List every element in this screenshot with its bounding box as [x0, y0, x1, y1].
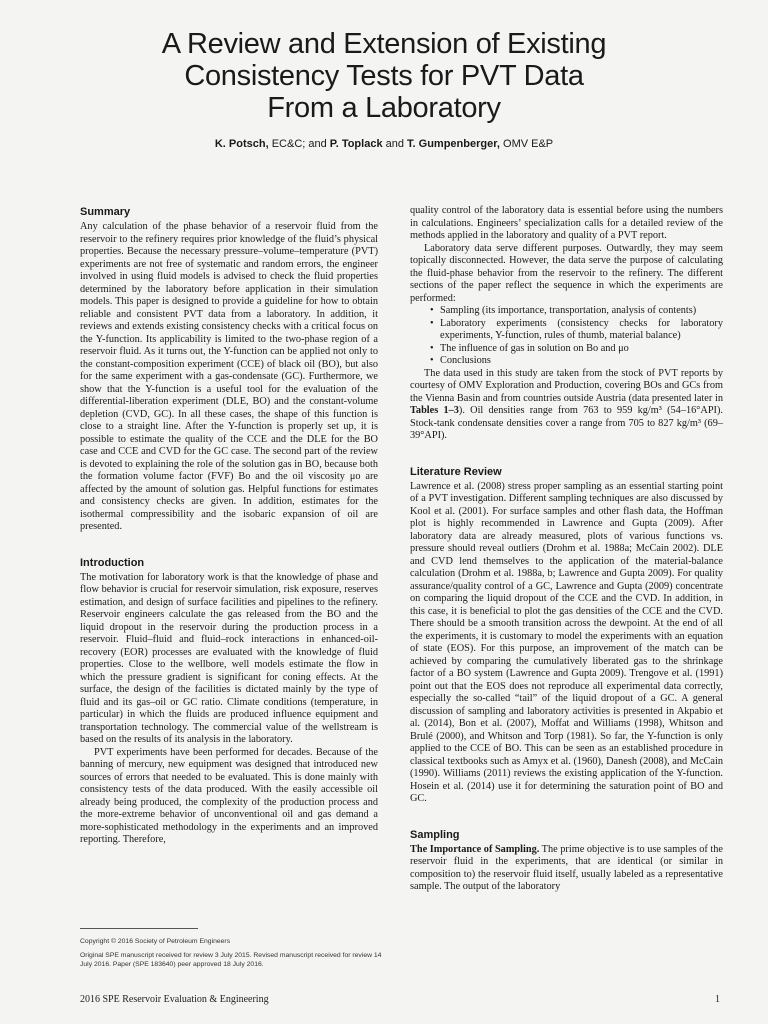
data-source-paragraph	[410, 368, 723, 443]
author-2-name: P. Toplack	[329, 138, 383, 150]
literature-paragraph: Lawrence et al. (2008) stress proper sampling as an essential starting point of a PVT investigation. Different sampling techniques are also discussed by Kool et al. (2001). For surface samples and other flash data, the Hoffman plot is highly recommended in Lawrence and Gupta (2009). After laboratory data are already measured, plots of various functions vs. pressure should reveal outliers (Drohm et al. 1988a; McCain 2002). DLE and CVD lend themselves to the application of the material-balance calculation (Drohm et al. 1988a, b; Lawrence and Gupta 2009). For quality assurance/quality control of a GC, Lawrence and Gupta (2009) concentrate on comparing the liquid dropout of the CCE and the CVD. In addition, in this case, it is beneficial to plot the gas densities of the CCE and the CVD. There should be a smooth transition across the dewpoint. At the end of all the experiments, it is customary to model the experiments with an equation of state (EOS). For this purpose, an improvement of the match can be achieved by comparing the cumulatively liberated gas to the shrinkage factor of a BO system (Lawrence and Gupta 2009). Trengove et al. (1991) point out that the EOS does not reproduce all experimental data correctly, especially the so-called “tail” of the liquid dropout of a GC. A general discussion of sampling and laboratory activities is presented in Akpabio et al. (2014), Bon et al. (2007), Moffat and Williams (1998), Whitson and Brulé (2000), and Whitson and Torp (1981). So far, the Y-function is only applied to the CCE of BO. This can be seen as an established procedure in classical textbooks such as Amyx et al. (1960), Danesh (2008), and McCain (1990). Williams (2011) reviews the existing application of the Y-function. Hosein et al. (2014) use it for determining the saturation point of BO and GC.	[410, 480, 723, 804]
summary-heading: Summary	[80, 206, 131, 218]
list-item: • Laboratory experiments (consistency checks for laboratory experiments, Y-function, rules of thumb, material balance)	[430, 318, 723, 343]
author-1-name: K. Potsch,	[214, 138, 269, 150]
list-item: • Sampling (its importance, transportation, analysis of contents)	[430, 305, 723, 318]
introduction-heading: Introduction	[80, 556, 145, 569]
intro-continued-paragraph: quality control of the laboratory data is essential before using the numbers in calculations. Engineers’ specialization calls for a detailed review of the methods applied in the laboratory and quality of a PVT report.	[410, 205, 723, 241]
list-item: • The influence of gas in solution on Bo and μo	[430, 343, 723, 356]
footnote-divider	[80, 928, 198, 929]
literature-heading: Literature Review	[410, 465, 502, 478]
sections-list	[410, 305, 723, 368]
title-line-2: Consistency Tests for PVT Data	[184, 60, 584, 92]
title-line-3: From a Laboratory	[267, 92, 501, 124]
footnotes	[80, 928, 385, 974]
right-column	[410, 205, 723, 894]
title-line-1: A Review and Extension of Existing	[161, 28, 607, 60]
author-3-name: T. Gumpenberger,	[407, 138, 500, 150]
paper-title	[40, 28, 728, 124]
manuscript-note: Original SPE manuscript received for review 3 July 2015. Revised manuscript received for review 14 July 2016. Paper (SPE 183640) peer approved 18 July 2016.	[80, 952, 382, 968]
author-conjunction: and	[382, 138, 408, 150]
tables-reference[interactable]: Tables 1–3	[410, 405, 459, 416]
introduction-paragraph-2: PVT experiments have been performed for decades. Because of the banning of mercury, new equipment was designed that introduced new sources of errors that needed to be evaluated. This is done mainly with consistency tests of the data produced. With the easily accessible oil already being produced, the complexity of the production process and the more-extreme behavior of unconventional oil and gas demand a more-sophisticated methodology in the experiments and an improved reporting. Therefore,	[80, 746, 378, 845]
purpose-paragraph: Laboratory data serve different purposes. Outwardly, they may seem topically disconnected. However, the data serve the purpose of calculating the fluid-phase behavior from the reservoir to the refinery. The different sections of the paper reflect the sequence in which the experiments are performed:	[410, 242, 723, 304]
sampling-text: The prime objective is to use samples of the reservoir fluid in the experiments, that are identical (or similar in composition to) the reservoir fluid itself, usually labeled as a representative sample. The output of the laboratory	[410, 843, 723, 892]
sampling-heading: Sampling	[410, 828, 460, 841]
data-source-text: The data used in this study are taken from the stock of PVT reports by courtesy of OMV Exploration and Production, covering BOs and GCs from the Vienna Basin and from countries outside Austria (data presented later in	[410, 367, 723, 404]
journal-footer: 2016 SPE Reservoir Evaluation & Engineering	[80, 994, 269, 1005]
copyright-note: Copyright © 2016 Society of Petroleum Engineers	[80, 938, 231, 945]
summary-paragraph: Any calculation of the phase behavior of a reservoir fluid from the reservoir to the refinery requires prior knowledge of the fluid’s physical properties. Because the necessary pressure–volume–temperature (PVT) experiments are not free of systematic and random errors, the engineer involved in using fluid models is advised to check the fluid properties determined by the laboratory before application in their simulation models. This paper is designed to provide a guideline for how to obtain reliable and consistent PVT data from a laboratory. In addition, it reviews and extends existing consistency checks with a critical focus on the Y-function. Its applicability is limited to the two-phase region of a reservoir fluid. As it turns out, the Y-function can be applied not only to the constant-composition experiment (CCE) of black oil (BO), but also for the same experiment with a gas-condensate (GC). Furthermore, we show that the Y-function is a useful tool for the evaluation of the differential-liberation experiment (DLE, BO) and the constant-volume depletion (CVD, GC). In all these cases, the shape of this function is close to a straight line. After the Y-function is properly set up, it is possible to estimate the quality of the CCE and the DLE for the BO case and CCE and CVD for the GC case. The second part of the review is devoted to explaining the role of the solution gas in BO, because both the formation volume factor (FVF) Bo and the oil viscosity μo are affected by the amount of solution gas. Helpful functions for estimates and consistency checks are given. In addition, estimates for the isothermal compressibility and the isobaric expansion of oil are presented.	[80, 221, 378, 532]
sampling-paragraph	[410, 844, 723, 894]
introduction-paragraph-1: The motivation for laboratory work is that the knowledge of phase and flow behavior is crucial for reservoir simulation, risk exposure, reserves estimation, and design of surface facilities and pipelines to the refinery. Reservoir engineers calculate the gas released from the BO and the liquid dropout in the reservoir during the production process in a reservoir. Fluid–fluid and fluid–rock interactions in enhanced-oil-recovery (EOR) processes are evaluated with the knowledge of fluid properties. Close to the wellbore, well models estimate the flow in which the pressure gradient is significant for coning effects. At the surface, the design of the facilities is dictated mainly by the type of fluid and its gas–oil or GC ratio. Climate conditions (temperature, in particular) in which the fluids are produced influence equipment and transportation technology. The commercial value of the wellstream is based on the results of its analysis in the laboratory.	[80, 571, 378, 745]
left-column	[80, 205, 378, 847]
author-3-affiliation: OMV E&P	[499, 138, 554, 150]
page-number: 1	[715, 994, 720, 1005]
author-1-affiliation: EC&C; and	[268, 138, 330, 150]
list-item: • Conclusions	[430, 355, 723, 368]
data-source-text-end: ). Oil densities range from 763 to 959 kg/m³ (54–16°API). Stock-tank condensate densities cover a range from 705 to 827 kg/m³ (69–39°API).	[410, 405, 723, 441]
author-line	[40, 138, 728, 150]
sampling-subheading: The Importance of Sampling.	[410, 843, 540, 855]
